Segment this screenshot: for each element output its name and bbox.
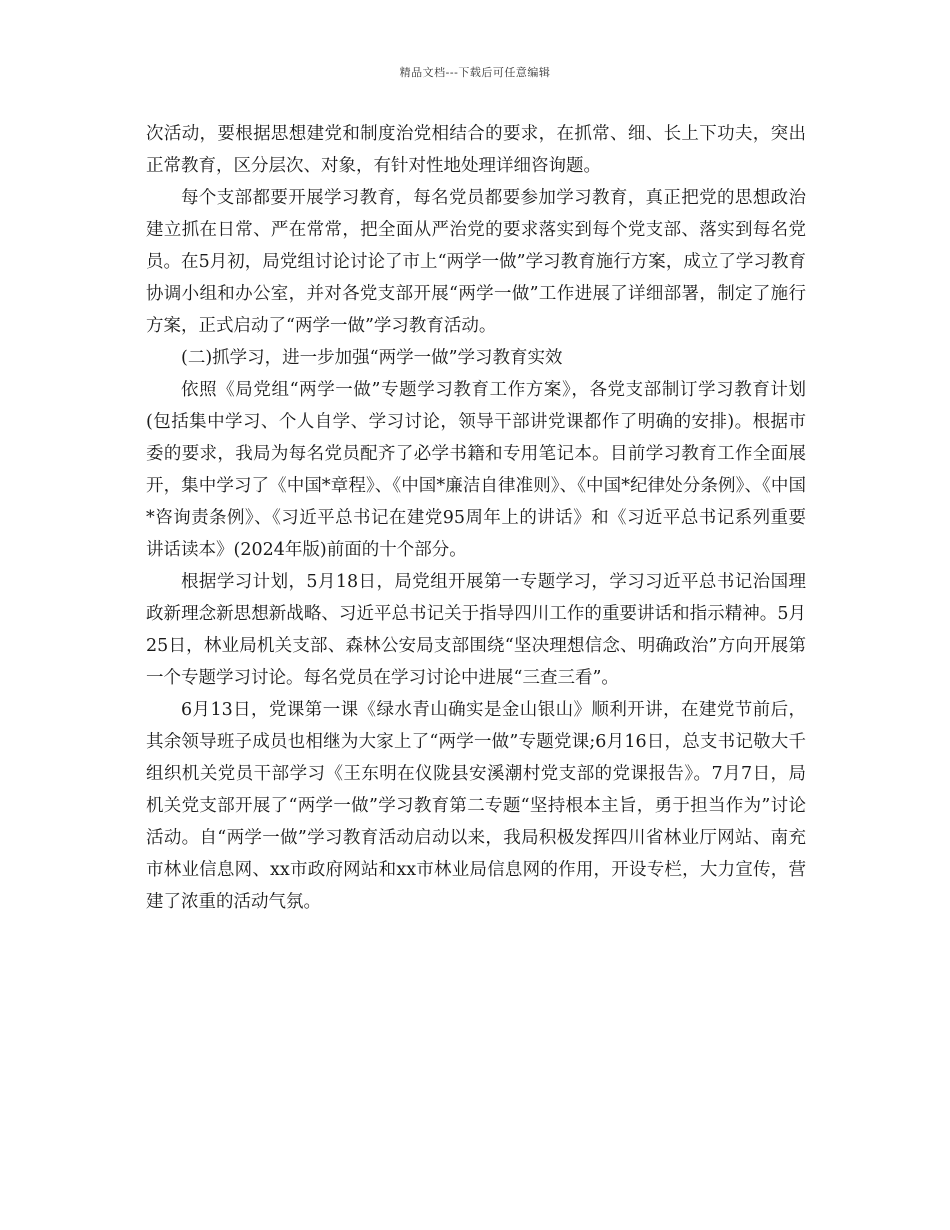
- paragraph-1: 次活动，要根据思想建党和制度治党相结合的要求，在抓常、细、长上下功夫，突出正常教育，区分层次、对象，有针对性地处理详细咨询题。: [146, 124, 806, 176]
- paragraph-4: 根据学习计划，5月18日，局党组开展第一专题学习，学习习近平总书记治国理政新理念新思想新战略、习近平总书记关于指导四川工作的重要讲话和指示精神。5月25日，林业局机关支部、森林公安局支部围绕“坚决理想信念、明确政治”方向开展第一个专题学习讨论。每名党员在学习讨论中进展“三查三看”。: [146, 572, 806, 688]
- section-heading: (二)抓学习，进一步加强“两学一做”学习教育实效: [181, 348, 563, 368]
- paragraph-2: 每个支部都要开展学习教育，每名党员都要参加学习教育，真正把党的思想政治建立抓在日常、严在常常，把全面从严治党的要求落实到每个党支部、落实到每名党员。在5月初，局党组讨论讨论了市上“两学一做”学习教育施行方案，成立了学习教育协调小组和办公室，并对各党支部开展“两学一做”工作进展了详细部署，制定了施行方案，正式启动了“两学一做”学习教育活动。: [146, 188, 806, 336]
- paragraph-5: 6月13日，党课第一课《绿水青山确实是金山银山》顺利开讲，在建党节前后，其余领导班子成员也相继为大家上了“两学一做”专题党课;6月16日，总支书记敬大千组织机关党员干部学习《王东明在仪陇县安溪潮村党支部的党课报告》。7月7日，局机关党支部开展了“两学一做”学习教育第二专题“坚持根本主旨，勇于担当作为”讨论活动。自“两学一做”学习教育活动启动以来，我局积极发挥四川省林业厅网站、南充市林业信息网、xx市政府网站和xx市林业局信息网的作用，开设专栏，大力宣传，营建了浓重的活动气氛。: [146, 700, 806, 912]
- document-body: [146, 118, 806, 918]
- page-header: 精品文档---下载后可任意编辑: [399, 66, 551, 79]
- paragraph-3: 依照《局党组“两学一做”专题学习教育工作方案》，各党支部制订学习教育计划(包括集中学习、个人自学、学习讨论，领导干部讲党课都作了明确的安排)。根据市委的要求，我局为每名党员配齐了必学书籍和专用笔记本。目前学习教育工作全面展开，集中学习了《中国*章程》、《中国*廉洁自律准则》、《中国*纪律处分条例》、《中国*咨询责条例》、《习近平总书记在建党95周年上的讲话》和《习近平总书记系列重要讲话读本》(2024年版)前面的十个部分。: [146, 380, 806, 560]
